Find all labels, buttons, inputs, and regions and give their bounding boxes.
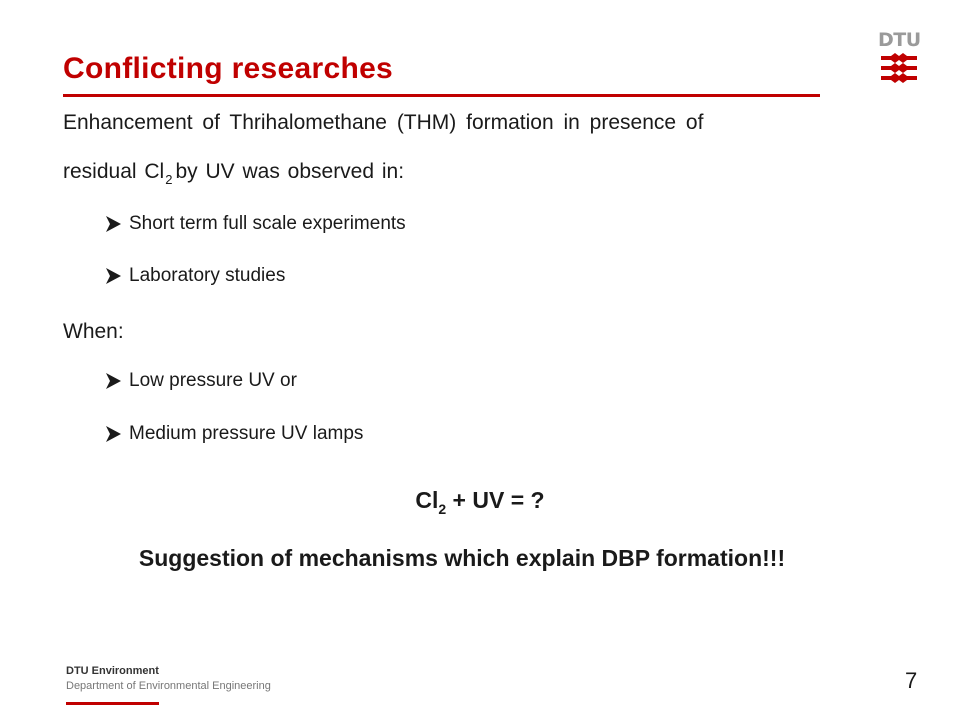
page-number: 7: [905, 668, 918, 693]
intro-line-1: Enhancement of Thrihalomethane (THM) formation in presence of: [63, 111, 704, 134]
footer-subtitle: Department of Environmental Engineering: [66, 680, 271, 692]
footer-divider: [66, 702, 159, 705]
list-item-label: Medium pressure UV lamps: [129, 423, 364, 444]
list-item-label: Short term full scale experiments: [129, 213, 406, 234]
suggestion-text: Suggestion of mechanisms which explain DBP formation!!!: [138, 545, 786, 571]
slide-title: Conflicting researches: [63, 52, 394, 85]
footer-department: DTU Environment: [66, 665, 159, 677]
arrow-bullet-icon: [104, 372, 122, 390]
arrow-bullet-icon: [104, 425, 122, 443]
list-item: [104, 265, 285, 287]
intro-line-2-subscript: 2: [165, 172, 173, 187]
equation: [0, 487, 960, 517]
list-item: [104, 213, 406, 235]
dtu-logo-icon: [878, 52, 920, 88]
when-label: When:: [63, 320, 124, 343]
equation-prefix: Cl: [415, 487, 439, 513]
title-underline: [63, 94, 820, 97]
intro-line-2: [63, 160, 405, 187]
intro-line-2-prefix: residual Cl: [63, 160, 165, 183]
equation-subscript: 2: [438, 501, 447, 517]
dtu-logo: [878, 30, 920, 90]
list-item-label: Laboratory studies: [129, 265, 286, 286]
list-item: [104, 423, 363, 445]
dtu-logo-text: DTU: [878, 29, 921, 51]
arrow-bullet-icon: [104, 215, 122, 233]
intro-line-2-suffix: by UV was observed in:: [175, 160, 405, 183]
arrow-bullet-icon: [104, 267, 122, 285]
equation-suffix: + UV = ?: [446, 487, 545, 513]
list-item-label: Low pressure UV or: [129, 370, 297, 391]
list-item: [104, 370, 297, 392]
